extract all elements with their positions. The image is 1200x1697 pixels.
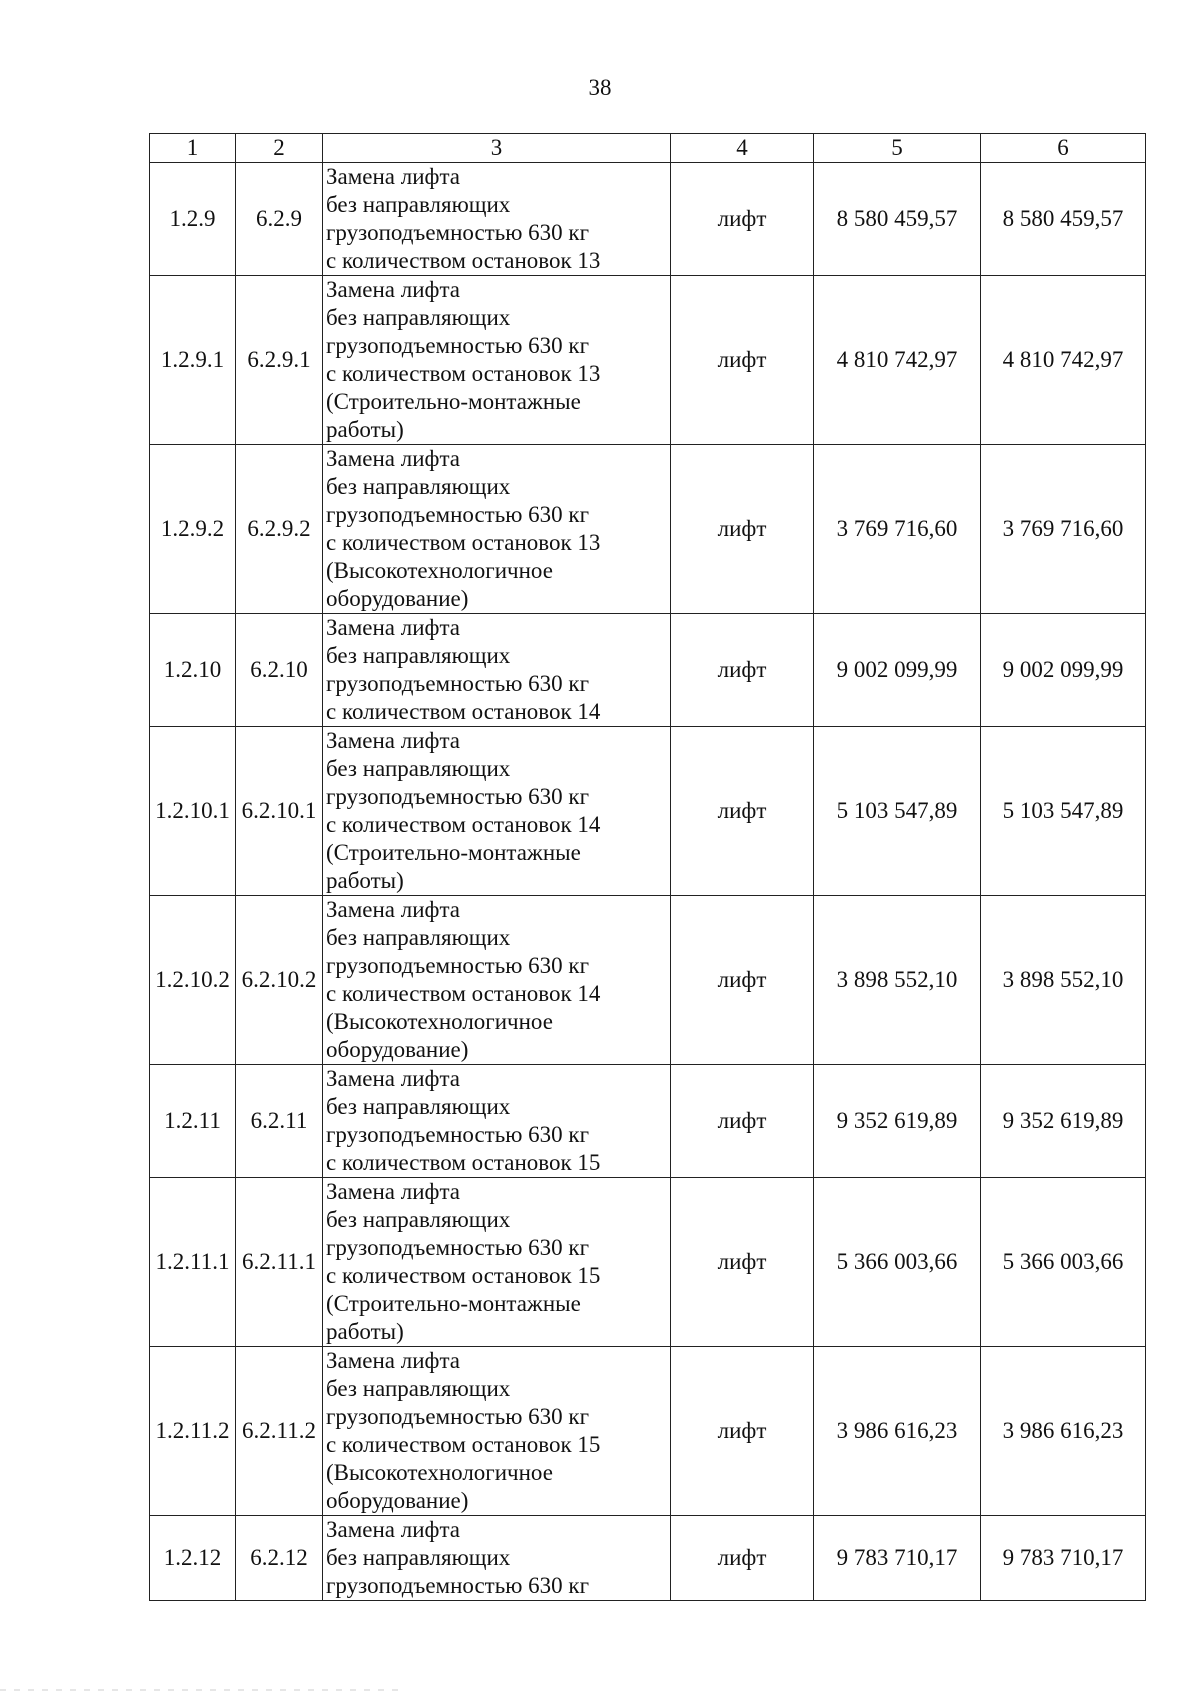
- description-line: грузоподъемностью 630 кг: [326, 1235, 590, 1260]
- table-row: [150, 727, 1146, 896]
- cost-cell: 9 352 619,89: [814, 1065, 981, 1178]
- description-line: без направляющих: [326, 1094, 511, 1119]
- description-line: без направляющих: [326, 925, 511, 950]
- description-line: без направляющих: [326, 1207, 511, 1232]
- code-cell: 6.2.9.1: [236, 276, 323, 445]
- description-line: грузоподъемностью 630 кг: [326, 784, 590, 809]
- cost-cell: 9 002 099,99: [814, 614, 981, 727]
- description-line: Замена лифта: [326, 1348, 460, 1373]
- description-line: грузоподъемностью 630 кг: [326, 1404, 590, 1429]
- header-cell-4: 4: [671, 134, 814, 163]
- description-line: грузоподъемностью 630 кг: [326, 671, 590, 696]
- unit-cell: лифт: [671, 614, 814, 727]
- row-number-cell: 1.2.11.2: [150, 1347, 236, 1516]
- unit-cell: лифт: [671, 1178, 814, 1347]
- description-cell: [323, 1347, 671, 1516]
- description-line: без направляющих: [326, 756, 511, 781]
- description-line: с количеством остановок 15: [326, 1150, 601, 1175]
- code-cell: 6.2.11.2: [236, 1347, 323, 1516]
- total-cost-cell: 9 783 710,17: [981, 1516, 1146, 1601]
- unit-cell: лифт: [671, 163, 814, 276]
- description-cell: [323, 1178, 671, 1347]
- total-cost-cell: 4 810 742,97: [981, 276, 1146, 445]
- row-number-cell: 1.2.10: [150, 614, 236, 727]
- description-line: оборудование): [326, 1037, 469, 1062]
- table-row: [150, 1516, 1146, 1601]
- row-number-cell: 1.2.9: [150, 163, 236, 276]
- description-line: работы): [326, 1319, 404, 1344]
- description-cell: [323, 276, 671, 445]
- row-number-cell: 1.2.11.1: [150, 1178, 236, 1347]
- description-cell: [323, 614, 671, 727]
- description-line: с количеством остановок 14: [326, 699, 601, 724]
- description-line: работы): [326, 868, 404, 893]
- description-line: (Строительно-монтажные: [326, 840, 581, 865]
- description-cell: [323, 163, 671, 276]
- description-line: грузоподъемностью 630 кг: [326, 953, 590, 978]
- description-line: грузоподъемностью 630 кг: [326, 502, 590, 527]
- header-cell-2: 2: [236, 134, 323, 163]
- total-cost-cell: 5 366 003,66: [981, 1178, 1146, 1347]
- description-line: грузоподъемностью 630 кг: [326, 1573, 590, 1598]
- description-line: (Высокотехнологичное: [326, 1009, 553, 1034]
- header-row: [150, 134, 1146, 163]
- description-line: (Строительно-монтажные: [326, 1291, 581, 1316]
- description-line: Замена лифта: [326, 277, 460, 302]
- description-line: с количеством остановок 13: [326, 361, 601, 386]
- row-number-cell: 1.2.10.1: [150, 727, 236, 896]
- code-cell: 6.2.12: [236, 1516, 323, 1601]
- cost-cell: 5 103 547,89: [814, 727, 981, 896]
- description-line: оборудование): [326, 586, 469, 611]
- page-number: 38: [588, 75, 612, 100]
- header-cell-6: 6: [981, 134, 1146, 163]
- header-cell-3: 3: [323, 134, 671, 163]
- description-cell: [323, 445, 671, 614]
- description-line: Замена лифта: [326, 615, 460, 640]
- code-cell: 6.2.10: [236, 614, 323, 727]
- table-body: [150, 163, 1146, 1601]
- description-line: (Строительно-монтажные: [326, 389, 581, 414]
- description-line: грузоподъемностью 630 кг: [326, 1122, 590, 1147]
- table-row: [150, 614, 1146, 727]
- description-cell: [323, 896, 671, 1065]
- total-cost-cell: 5 103 547,89: [981, 727, 1146, 896]
- code-cell: 6.2.11.1: [236, 1178, 323, 1347]
- description-line: Замена лифта: [326, 446, 460, 471]
- cost-cell: 8 580 459,57: [814, 163, 981, 276]
- code-cell: 6.2.9.2: [236, 445, 323, 614]
- row-number-cell: 1.2.9.1: [150, 276, 236, 445]
- table-row: [150, 1347, 1146, 1516]
- total-cost-cell: 3 769 716,60: [981, 445, 1146, 614]
- description-line: (Высокотехнологичное: [326, 1460, 553, 1485]
- cost-cell: 4 810 742,97: [814, 276, 981, 445]
- description-line: грузоподъемностью 630 кг: [326, 220, 590, 245]
- table-row: [150, 163, 1146, 276]
- cost-cell: 3 986 616,23: [814, 1347, 981, 1516]
- code-cell: 6.2.10.1: [236, 727, 323, 896]
- description-line: без направляющих: [326, 643, 511, 668]
- description-line: с количеством остановок 15: [326, 1432, 601, 1457]
- cost-cell: 3 769 716,60: [814, 445, 981, 614]
- description-line: с количеством остановок 14: [326, 981, 601, 1006]
- table-row: [150, 276, 1146, 445]
- data-table: [149, 133, 1146, 1601]
- code-cell: 6.2.9: [236, 163, 323, 276]
- total-cost-cell: 8 580 459,57: [981, 163, 1146, 276]
- unit-cell: лифт: [671, 1347, 814, 1516]
- cost-cell: 5 366 003,66: [814, 1178, 981, 1347]
- row-number-cell: 1.2.9.2: [150, 445, 236, 614]
- total-cost-cell: 3 898 552,10: [981, 896, 1146, 1065]
- description-line: без направляющих: [326, 474, 511, 499]
- description-line: Замена лифта: [326, 1517, 460, 1542]
- table-row: [150, 896, 1146, 1065]
- description-line: с количеством остановок 13: [326, 530, 601, 555]
- unit-cell: лифт: [671, 896, 814, 1065]
- table-row: [150, 1065, 1146, 1178]
- unit-cell: лифт: [671, 727, 814, 896]
- code-cell: 6.2.10.2: [236, 896, 323, 1065]
- description-cell: [323, 727, 671, 896]
- unit-cell: лифт: [671, 276, 814, 445]
- header-cell-5: 5: [814, 134, 981, 163]
- total-cost-cell: 9 002 099,99: [981, 614, 1146, 727]
- cost-cell: 9 783 710,17: [814, 1516, 981, 1601]
- total-cost-cell: 3 986 616,23: [981, 1347, 1146, 1516]
- description-line: без направляющих: [326, 1376, 511, 1401]
- description-line: без направляющих: [326, 192, 511, 217]
- table-header: [150, 134, 1146, 163]
- description-line: с количеством остановок 13: [326, 248, 601, 273]
- unit-cell: лифт: [671, 1516, 814, 1601]
- description-line: без направляющих: [326, 305, 511, 330]
- scan-artifact-line: [0, 1689, 400, 1691]
- unit-cell: лифт: [671, 445, 814, 614]
- description-cell: [323, 1065, 671, 1178]
- code-cell: 6.2.11: [236, 1065, 323, 1178]
- description-line: с количеством остановок 15: [326, 1263, 601, 1288]
- row-number-cell: 1.2.11: [150, 1065, 236, 1178]
- cost-cell: 3 898 552,10: [814, 896, 981, 1065]
- description-cell: [323, 1516, 671, 1601]
- total-cost-cell: 9 352 619,89: [981, 1065, 1146, 1178]
- description-line: Замена лифта: [326, 164, 460, 189]
- description-line: (Высокотехнологичное: [326, 558, 553, 583]
- unit-cell: лифт: [671, 1065, 814, 1178]
- header-cell-1: 1: [150, 134, 236, 163]
- description-line: грузоподъемностью 630 кг: [326, 333, 590, 358]
- description-line: с количеством остановок 14: [326, 812, 601, 837]
- description-line: Замена лифта: [326, 1066, 460, 1091]
- description-line: Замена лифта: [326, 728, 460, 753]
- description-line: оборудование): [326, 1488, 469, 1513]
- description-line: Замена лифта: [326, 897, 460, 922]
- description-line: без направляющих: [326, 1545, 511, 1570]
- description-line: работы): [326, 417, 404, 442]
- row-number-cell: 1.2.10.2: [150, 896, 236, 1065]
- description-line: Замена лифта: [326, 1179, 460, 1204]
- row-number-cell: 1.2.12: [150, 1516, 236, 1601]
- table-row: [150, 1178, 1146, 1347]
- table-row: [150, 445, 1146, 614]
